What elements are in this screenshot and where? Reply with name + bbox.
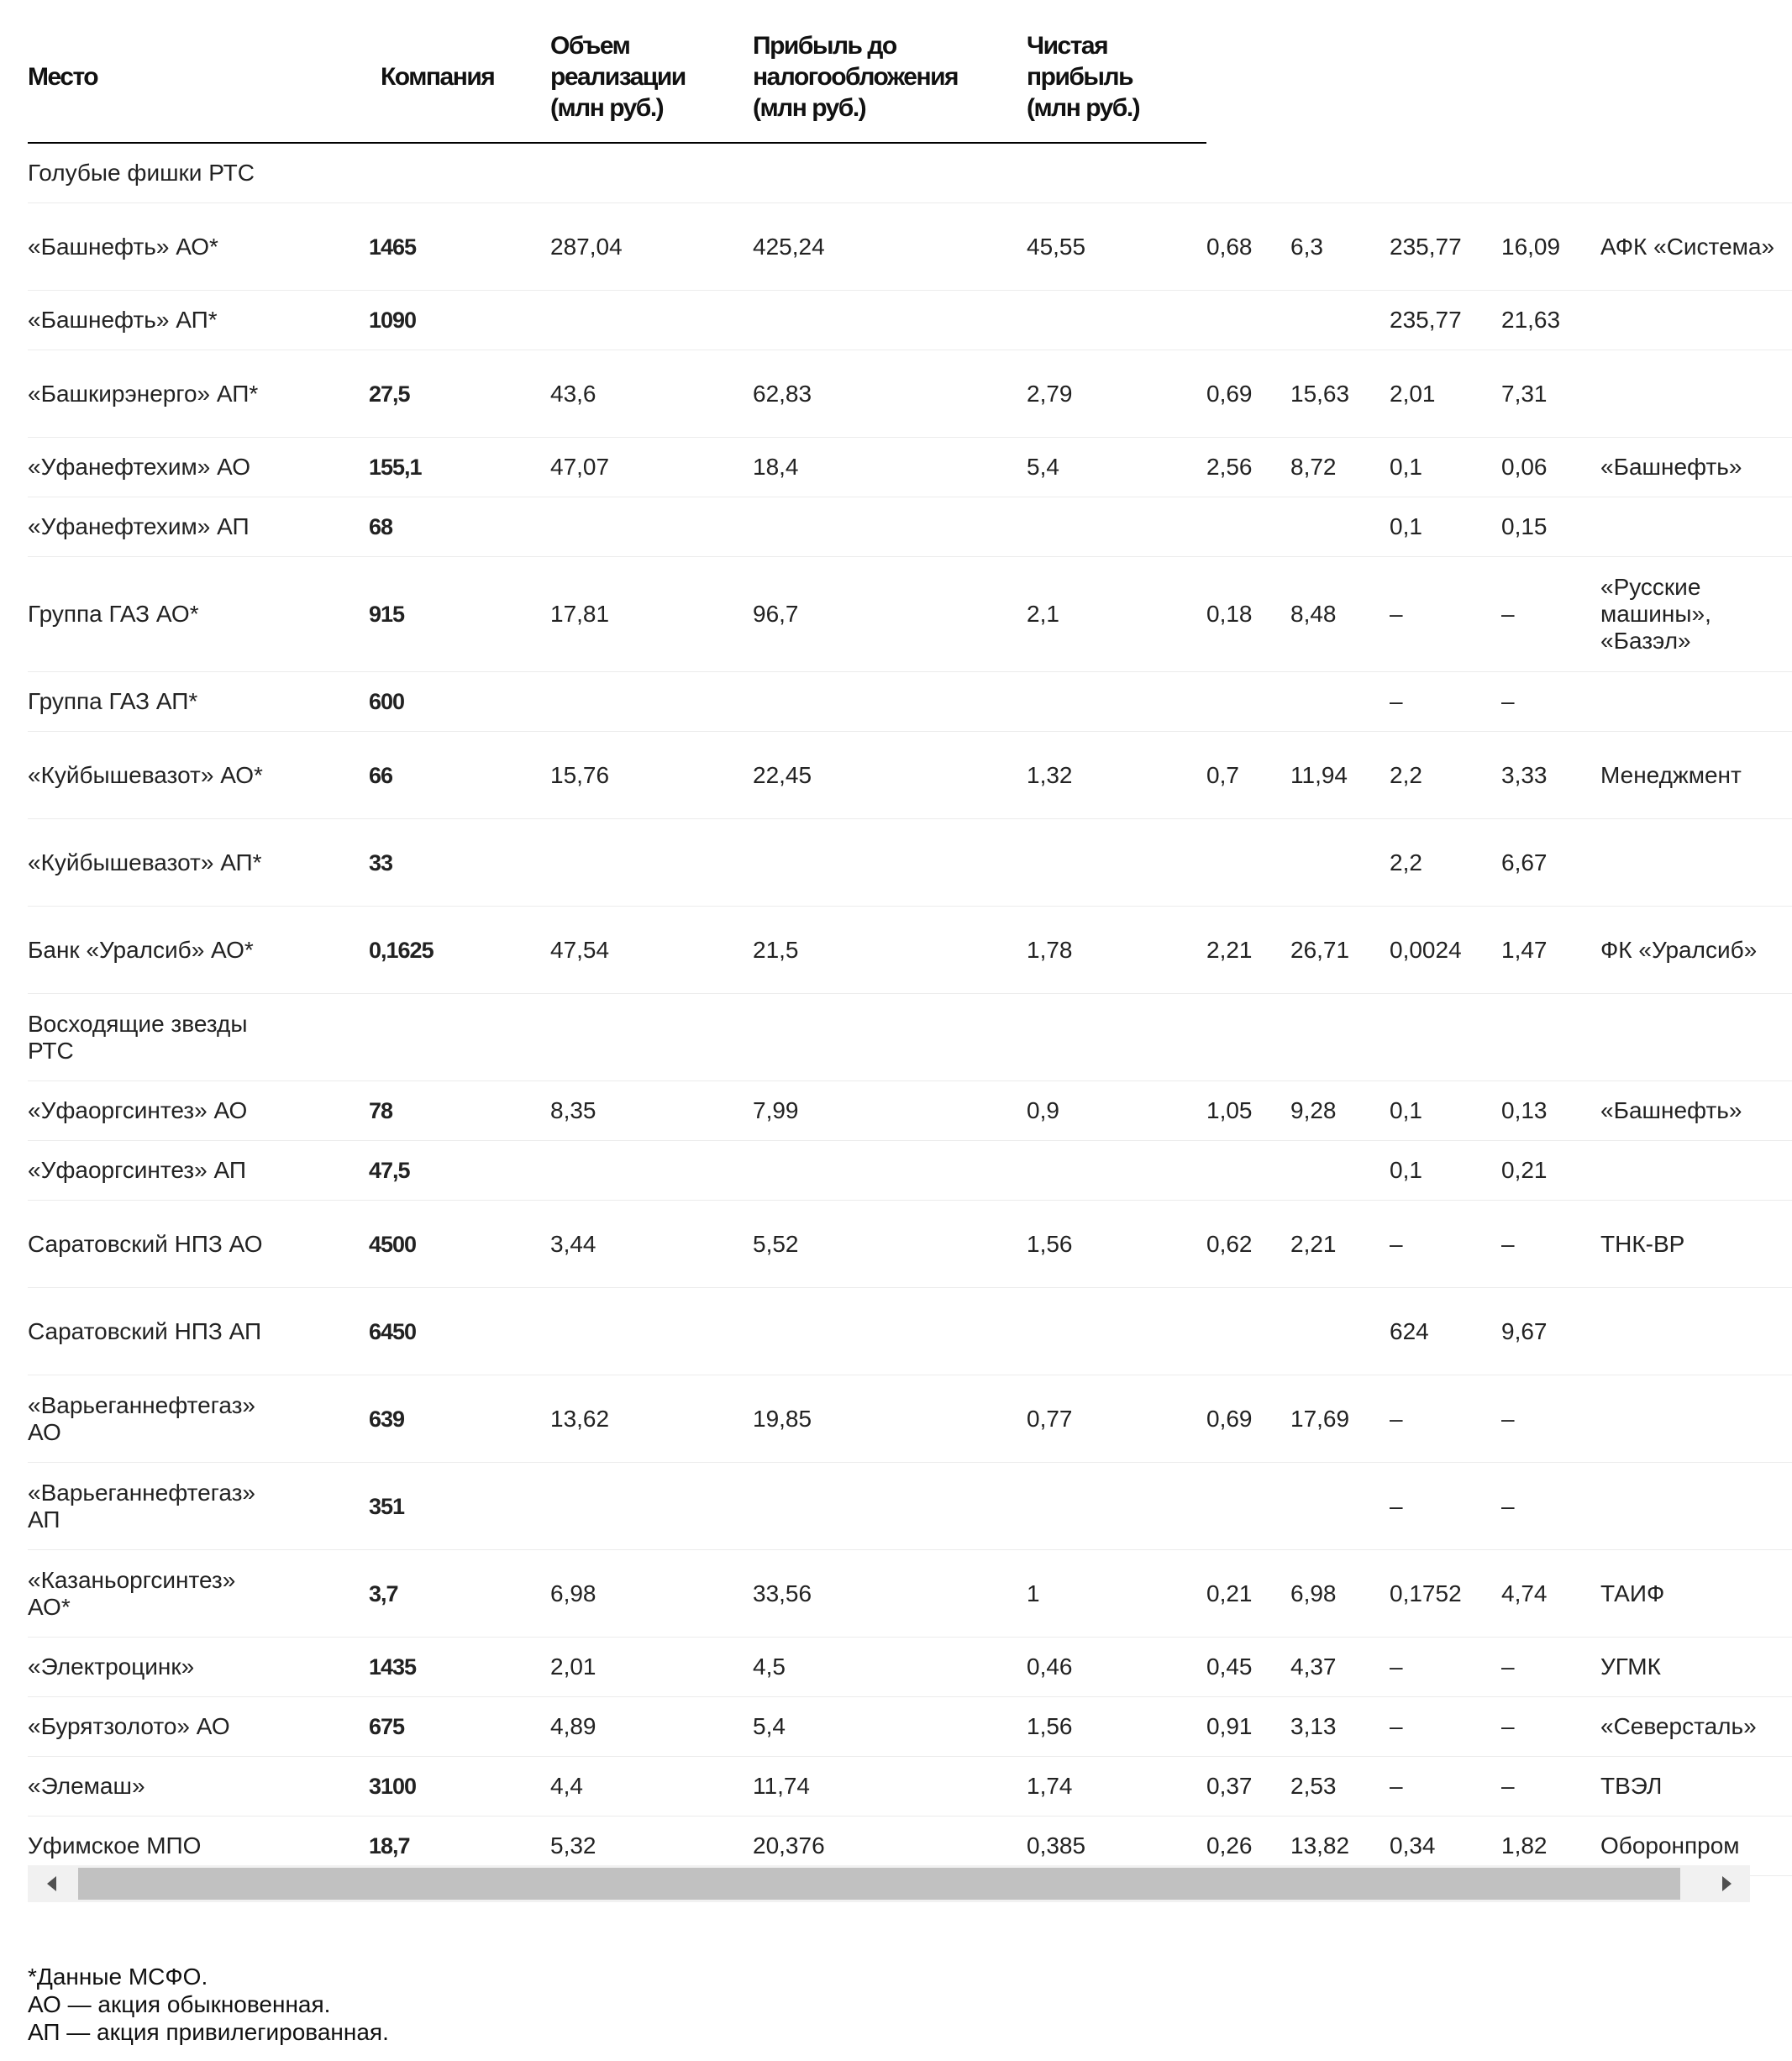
ratio-cell-1: 2,56 — [1206, 438, 1290, 497]
owner-cell — [1600, 672, 1792, 732]
table-row — [28, 1638, 1792, 1697]
scrollbar-thumb[interactable] — [78, 1868, 1680, 1900]
col-header-sales — [550, 0, 753, 143]
place-cell: «Уфаоргсинтез» АО — [28, 1081, 369, 1141]
table-row — [28, 732, 1792, 819]
pretax-profit-cell — [753, 672, 1027, 732]
ratio-cell-2 — [1290, 1141, 1390, 1201]
sales-cell: 3,44 — [550, 1201, 753, 1288]
place-cell: Уфимское МПО — [28, 1817, 369, 1876]
col-header-pretax-line: налогообложения — [753, 63, 959, 91]
table-scroll-container[interactable] — [28, 0, 1775, 1907]
table-row — [28, 1375, 1792, 1463]
dividend-cell-2: – — [1501, 672, 1600, 732]
footnote: АО — акция обыкновенная. — [28, 1991, 331, 2017]
place-cell: «Башнефть» АП* — [28, 291, 369, 350]
company-cell: 4500 — [369, 1201, 550, 1288]
table-row — [28, 497, 1792, 557]
pretax-profit-cell: 4,5 — [753, 1638, 1027, 1697]
col-header-empty — [1390, 0, 1501, 143]
scroll-left-arrow-icon[interactable] — [28, 1865, 75, 1902]
ratio-cell-1 — [1206, 672, 1290, 732]
section-title — [28, 994, 1792, 1081]
table-row — [28, 1288, 1792, 1375]
owner-cell: ТАИФ — [1600, 1550, 1792, 1638]
place-cell: «Башкирэнерго» АП* — [28, 350, 369, 438]
section-row — [28, 143, 1792, 203]
dividend-cell-2: – — [1501, 1757, 1600, 1817]
ratio-cell-1: 0,62 — [1206, 1201, 1290, 1288]
table-row — [28, 557, 1792, 672]
ratio-cell-2: 11,94 — [1290, 732, 1390, 819]
ratio-cell-1: 0,18 — [1206, 557, 1290, 672]
dividend-cell-2: – — [1501, 1463, 1600, 1550]
dividend-cell-1: 235,77 — [1390, 291, 1501, 350]
ratio-cell-1: 0,45 — [1206, 1638, 1290, 1697]
ratio-cell-1: 1,05 — [1206, 1081, 1290, 1141]
owner-cell: ТНК-ВР — [1600, 1201, 1792, 1288]
ratio-cell-1: 0,21 — [1206, 1550, 1290, 1638]
place-cell: «Уфанефтехим» АО — [28, 438, 369, 497]
place-cell: Банк «Уралсиб» АО* — [28, 907, 369, 994]
place-cell: «Казаньоргсинтез» АО* — [28, 1550, 369, 1638]
col-header-pretax-line: Прибыль до — [753, 32, 896, 60]
net-profit-cell — [1027, 1463, 1206, 1550]
owner-cell: Менеджмент — [1600, 732, 1792, 819]
ratio-cell-2: 6,3 — [1290, 203, 1390, 291]
footnote: *Данные МСФО. — [28, 1964, 208, 1990]
net-profit-cell: 0,385 — [1027, 1817, 1206, 1876]
net-profit-cell: 5,4 — [1027, 438, 1206, 497]
col-header-pretax-profit — [753, 0, 1027, 143]
ratio-cell-2: 6,98 — [1290, 1550, 1390, 1638]
pretax-profit-cell: 96,7 — [753, 557, 1027, 672]
ratio-cell-1 — [1206, 497, 1290, 557]
pretax-profit-cell: 5,4 — [753, 1697, 1027, 1757]
table-row — [28, 1757, 1792, 1817]
pretax-profit-cell: 62,83 — [753, 350, 1027, 438]
ratio-cell-2: 3,13 — [1290, 1697, 1390, 1757]
net-profit-cell — [1027, 1288, 1206, 1375]
net-profit-cell: 1,74 — [1027, 1757, 1206, 1817]
section-row — [28, 994, 1792, 1081]
ratio-cell-1: 0,7 — [1206, 732, 1290, 819]
dividend-cell-2: 1,47 — [1501, 907, 1600, 994]
ratio-cell-2 — [1290, 819, 1390, 907]
company-cell: 27,5 — [369, 350, 550, 438]
sales-cell: 4,4 — [550, 1757, 753, 1817]
col-header-empty — [1206, 0, 1290, 143]
place-cell: Саратовский НПЗ АО — [28, 1201, 369, 1288]
ratio-cell-2 — [1290, 291, 1390, 350]
table-row — [28, 1081, 1792, 1141]
place-cell: Группа ГАЗ АО* — [28, 557, 369, 672]
pretax-profit-cell: 7,99 — [753, 1081, 1027, 1141]
dividend-cell-1: – — [1390, 1375, 1501, 1463]
company-cell: 3100 — [369, 1757, 550, 1817]
sales-cell: 287,04 — [550, 203, 753, 291]
pretax-profit-cell: 18,4 — [753, 438, 1027, 497]
owner-cell: ФК «Уралсиб» — [1600, 907, 1792, 994]
owner-cell — [1600, 1141, 1792, 1201]
col-header-empty — [1600, 0, 1792, 143]
ratio-cell-1 — [1206, 1288, 1290, 1375]
table-row — [28, 1550, 1792, 1638]
dividend-cell-1: 0,1 — [1390, 497, 1501, 557]
col-header-company: Компания — [381, 63, 495, 91]
ratio-cell-2: 4,37 — [1290, 1638, 1390, 1697]
dividend-cell-2: 0,21 — [1501, 1141, 1600, 1201]
dividend-cell-1: 2,01 — [1390, 350, 1501, 438]
net-profit-cell — [1027, 672, 1206, 732]
table-row — [28, 291, 1792, 350]
owner-cell: Оборонпром — [1600, 1817, 1792, 1876]
dividend-cell-2: 0,15 — [1501, 497, 1600, 557]
company-cell: 6450 — [369, 1288, 550, 1375]
sales-cell: 4,89 — [550, 1697, 753, 1757]
col-header-sales-line: Объем — [550, 32, 630, 60]
place-cell: «Варьеганнефтегаз» АО — [28, 1375, 369, 1463]
net-profit-cell: 2,79 — [1027, 350, 1206, 438]
ratio-cell-1: 0,69 — [1206, 1375, 1290, 1463]
net-profit-cell: 1,78 — [1027, 907, 1206, 994]
pretax-profit-cell: 21,5 — [753, 907, 1027, 994]
table-row — [28, 1697, 1792, 1757]
sales-cell: 8,35 — [550, 1081, 753, 1141]
col-header-net-line: прибыль — [1027, 63, 1133, 91]
table-row — [28, 672, 1792, 732]
table-row — [28, 1141, 1792, 1201]
net-profit-cell: 0,9 — [1027, 1081, 1206, 1141]
dividend-cell-1: – — [1390, 672, 1501, 732]
owner-cell: УГМК — [1600, 1638, 1792, 1697]
place-cell: «Уфаоргсинтез» АП — [28, 1141, 369, 1201]
dividend-cell-1: 0,0024 — [1390, 907, 1501, 994]
pretax-profit-cell — [753, 1288, 1027, 1375]
net-profit-cell: 0,77 — [1027, 1375, 1206, 1463]
dividend-cell-1: 2,2 — [1390, 819, 1501, 907]
owner-cell: АФК «Система» — [1600, 203, 1792, 291]
company-cell: 1435 — [369, 1638, 550, 1697]
ratio-cell-2: 13,82 — [1290, 1817, 1390, 1876]
owner-cell — [1600, 497, 1792, 557]
ratio-cell-1: 0,91 — [1206, 1697, 1290, 1757]
dividend-cell-2: – — [1501, 1638, 1600, 1697]
sales-cell — [550, 1288, 753, 1375]
company-cell: 351 — [369, 1463, 550, 1550]
dividend-cell-2: 7,31 — [1501, 350, 1600, 438]
ratio-cell-2 — [1290, 497, 1390, 557]
owner-cell — [1600, 1375, 1792, 1463]
net-profit-cell: 1,32 — [1027, 732, 1206, 819]
col-header-net-profit — [1027, 0, 1206, 143]
dividend-cell-1: – — [1390, 1697, 1501, 1757]
dividend-cell-2: 21,63 — [1501, 291, 1600, 350]
sales-cell: 5,32 — [550, 1817, 753, 1876]
place-cell: «Куйбышевазот» АП* — [28, 819, 369, 907]
pretax-profit-cell — [753, 1141, 1027, 1201]
col-header-place: Место — [28, 63, 98, 91]
col-header-sales-line: (млн руб.) — [550, 94, 664, 122]
ratio-cell-1: 2,21 — [1206, 907, 1290, 994]
net-profit-cell: 45,55 — [1027, 203, 1206, 291]
pretax-profit-cell — [753, 1463, 1027, 1550]
net-profit-cell — [1027, 497, 1206, 557]
sales-cell: 2,01 — [550, 1638, 753, 1697]
col-header-pretax-line: (млн руб.) — [753, 94, 866, 122]
company-cell: 68 — [369, 497, 550, 557]
pretax-profit-cell: 5,52 — [753, 1201, 1027, 1288]
ratio-cell-2: 9,28 — [1290, 1081, 1390, 1141]
table-row — [28, 907, 1792, 994]
ratio-cell-2: 26,71 — [1290, 907, 1390, 994]
net-profit-cell — [1027, 1141, 1206, 1201]
dividend-cell-1: – — [1390, 1638, 1501, 1697]
ratio-cell-1: 0,68 — [1206, 203, 1290, 291]
sales-cell: 17,81 — [550, 557, 753, 672]
place-cell: Саратовский НПЗ АП — [28, 1288, 369, 1375]
dividend-cell-2: 0,06 — [1501, 438, 1600, 497]
sales-cell — [550, 1463, 753, 1550]
place-cell: «Уфанефтехим» АП — [28, 497, 369, 557]
company-cell: 675 — [369, 1697, 550, 1757]
company-cell: 33 — [369, 819, 550, 907]
company-cell: 66 — [369, 732, 550, 819]
dividend-cell-1: – — [1390, 1463, 1501, 1550]
owner-cell — [1600, 1463, 1792, 1550]
ratio-cell-1: 0,69 — [1206, 350, 1290, 438]
dividend-cell-2: 6,67 — [1501, 819, 1600, 907]
sales-cell — [550, 672, 753, 732]
ratio-cell-1 — [1206, 1463, 1290, 1550]
place-cell: «Бурятзолото» АО — [28, 1697, 369, 1757]
ratio-cell-2 — [1290, 1463, 1390, 1550]
table-row — [28, 350, 1792, 438]
net-profit-cell: 0,46 — [1027, 1638, 1206, 1697]
owner-cell: ТВЭЛ — [1600, 1757, 1792, 1817]
dividend-cell-1: 2,2 — [1390, 732, 1501, 819]
company-cell: 600 — [369, 672, 550, 732]
ratio-cell-1 — [1206, 819, 1290, 907]
table-row — [28, 438, 1792, 497]
pretax-profit-cell: 20,376 — [753, 1817, 1027, 1876]
owner-cell — [1600, 1288, 1792, 1375]
net-profit-cell: 1,56 — [1027, 1697, 1206, 1757]
place-cell: «Элемаш» — [28, 1757, 369, 1817]
pretax-profit-cell: 19,85 — [753, 1375, 1027, 1463]
sales-cell: 15,76 — [550, 732, 753, 819]
dividend-cell-1: – — [1390, 557, 1501, 672]
net-profit-cell — [1027, 819, 1206, 907]
company-cell: 18,7 — [369, 1817, 550, 1876]
dividend-cell-2: 1,82 — [1501, 1817, 1600, 1876]
owner-cell — [1600, 291, 1792, 350]
table-row — [28, 1201, 1792, 1288]
pretax-profit-cell: 425,24 — [753, 203, 1027, 291]
col-header-net-line: Чистая — [1027, 32, 1108, 60]
col-header-sales-line: реализации — [550, 63, 686, 91]
owner-cell: «Северсталь» — [1600, 1697, 1792, 1757]
col-header-empty — [1290, 0, 1390, 143]
company-cell: 3,7 — [369, 1550, 550, 1638]
scroll-right-arrow-icon[interactable] — [1703, 1865, 1750, 1902]
col-header-empty — [1501, 0, 1600, 143]
sales-cell — [550, 1141, 753, 1201]
dividend-cell-1: 0,1 — [1390, 438, 1501, 497]
dividend-cell-2: 16,09 — [1501, 203, 1600, 291]
ratio-cell-2: 17,69 — [1290, 1375, 1390, 1463]
sales-cell: 6,98 — [550, 1550, 753, 1638]
place-cell: «Башнефть» АО* — [28, 203, 369, 291]
dividend-cell-1: 0,1 — [1390, 1141, 1501, 1201]
section-title: Голубые фишки РТС — [28, 143, 1792, 203]
company-cell: 1090 — [369, 291, 550, 350]
ratio-cell-2: 15,63 — [1290, 350, 1390, 438]
sales-cell: 43,6 — [550, 350, 753, 438]
footnote: АП — акция привилегированная. — [28, 2019, 389, 2045]
table-header-row — [28, 0, 1792, 143]
ratio-cell-2: 8,48 — [1290, 557, 1390, 672]
pretax-profit-cell: 11,74 — [753, 1757, 1027, 1817]
net-profit-cell: 1,56 — [1027, 1201, 1206, 1288]
table-row — [28, 819, 1792, 907]
company-cell: 78 — [369, 1081, 550, 1141]
dividend-cell-1: 0,1 — [1390, 1081, 1501, 1141]
sales-cell — [550, 819, 753, 907]
table-row — [28, 203, 1792, 291]
dividend-cell-2: 0,13 — [1501, 1081, 1600, 1141]
ratio-cell-2 — [1290, 1288, 1390, 1375]
ratio-cell-2: 2,53 — [1290, 1757, 1390, 1817]
dividend-cell-2: – — [1501, 557, 1600, 672]
owner-cell — [1600, 350, 1792, 438]
dividend-cell-2: – — [1501, 1375, 1600, 1463]
dividend-cell-2: – — [1501, 1201, 1600, 1288]
dividend-cell-1: – — [1390, 1201, 1501, 1288]
ratio-cell-1: 0,37 — [1206, 1757, 1290, 1817]
owner-cell: «Башнефть» — [1600, 438, 1792, 497]
ratio-cell-2: 8,72 — [1290, 438, 1390, 497]
section-title-text: Восходящие звезды РТС — [28, 1010, 248, 1064]
company-cell: 915 — [369, 557, 550, 672]
company-cell: 47,5 — [369, 1141, 550, 1201]
owner-cell: «Русские машины», «Базэл» — [1600, 557, 1792, 672]
sales-cell: 47,54 — [550, 907, 753, 994]
table-row — [28, 1463, 1792, 1550]
dividend-cell-1: 624 — [1390, 1288, 1501, 1375]
place-cell: Группа ГАЗ АП* — [28, 672, 369, 732]
dividend-cell-1: 0,34 — [1390, 1817, 1501, 1876]
dividend-cell-2: 3,33 — [1501, 732, 1600, 819]
col-header-net-line: (млн руб.) — [1027, 94, 1140, 122]
dividend-cell-1: – — [1390, 1757, 1501, 1817]
place-cell: «Варьеганнефтегаз» АП — [28, 1463, 369, 1550]
dividend-cell-2: – — [1501, 1697, 1600, 1757]
net-profit-cell — [1027, 291, 1206, 350]
sales-cell — [550, 291, 753, 350]
sales-cell: 13,62 — [550, 1375, 753, 1463]
owner-cell — [1600, 819, 1792, 907]
pretax-profit-cell: 33,56 — [753, 1550, 1027, 1638]
sales-cell: 47,07 — [550, 438, 753, 497]
company-cell: 0,1625 — [369, 907, 550, 994]
dividend-cell-2: 9,67 — [1501, 1288, 1600, 1375]
ratio-cell-1 — [1206, 1141, 1290, 1201]
ratio-cell-2: 2,21 — [1290, 1201, 1390, 1288]
pretax-profit-cell — [753, 497, 1027, 557]
dividend-cell-1: 235,77 — [1390, 203, 1501, 291]
horizontal-scrollbar[interactable] — [28, 1865, 1750, 1902]
company-cell: 1465 — [369, 203, 550, 291]
pretax-profit-cell — [753, 819, 1027, 907]
sales-cell — [550, 497, 753, 557]
dividend-cell-2: 4,74 — [1501, 1550, 1600, 1638]
company-cell: 639 — [369, 1375, 550, 1463]
place-cell: «Электроцинк» — [28, 1638, 369, 1697]
net-profit-cell: 1 — [1027, 1550, 1206, 1638]
ratio-cell-2 — [1290, 672, 1390, 732]
place-cell: «Куйбышевазот» АО* — [28, 732, 369, 819]
net-profit-cell: 2,1 — [1027, 557, 1206, 672]
ratio-cell-1: 0,26 — [1206, 1817, 1290, 1876]
pretax-profit-cell — [753, 291, 1027, 350]
pretax-profit-cell: 22,45 — [753, 732, 1027, 819]
table-body — [28, 143, 1792, 1876]
owner-cell: «Башнефть» — [1600, 1081, 1792, 1141]
company-cell: 155,1 — [369, 438, 550, 497]
ratio-cell-1 — [1206, 291, 1290, 350]
dividend-cell-1: 0,1752 — [1390, 1550, 1501, 1638]
companies-table — [28, 0, 1792, 1876]
footnotes — [28, 1963, 389, 2046]
